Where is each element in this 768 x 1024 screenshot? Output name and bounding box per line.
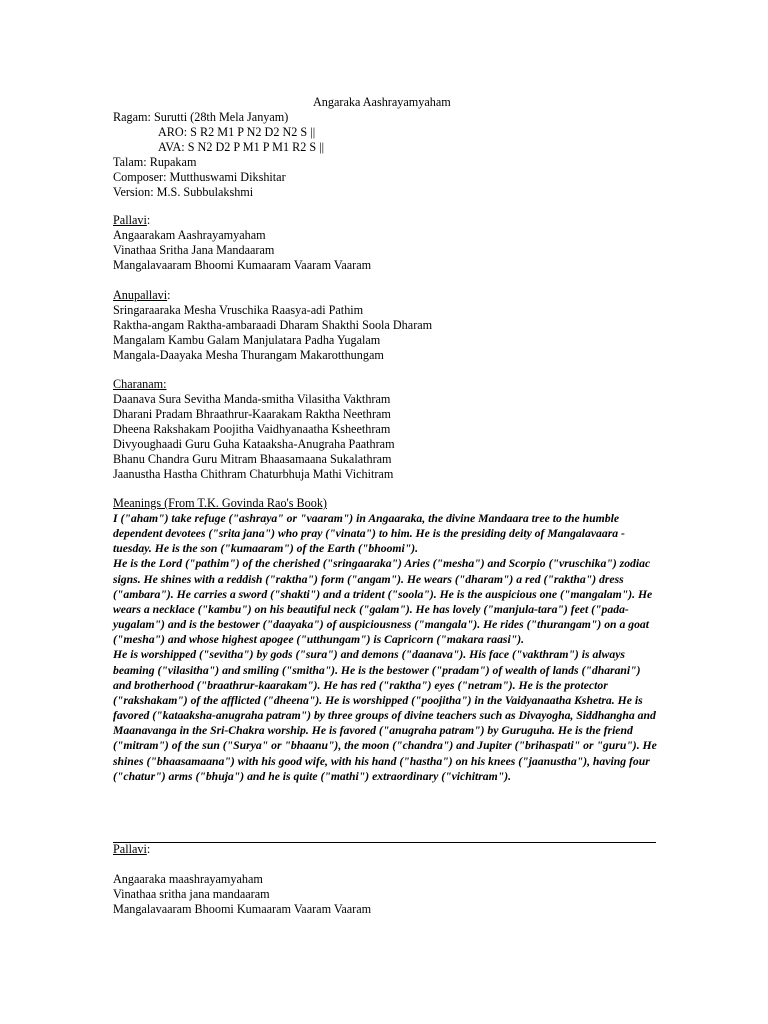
anupallavi-heading-text: Anupallavi bbox=[113, 288, 168, 302]
pallavi-line: Angaarakam Aashrayamyaham bbox=[113, 228, 266, 242]
pallavi-repeat-line: Vinathaa sritha jana mandaaram bbox=[113, 887, 270, 901]
charanam-line: Jaanustha Hastha Chithram Chaturbhuja Mathi Vichitram bbox=[113, 467, 394, 481]
talam-line: Talam: Rupakam bbox=[113, 155, 197, 169]
meanings-body bbox=[113, 511, 658, 784]
pallavi-repeat-line: Angaaraka maashrayamyaham bbox=[113, 872, 263, 886]
pallavi-heading-text: Pallavi bbox=[113, 213, 147, 227]
charanam-heading bbox=[113, 377, 166, 392]
document-title: Angaraka Aashrayamyaham bbox=[313, 95, 451, 109]
anupallavi-line: Mangala-Daayaka Mesha Thurangam Makarotthungam bbox=[113, 348, 384, 362]
meanings-paragraph: I ("aham") take refuge ("ashraya" or "vaaram") in Angaaraka, the divine Mandaara tree to the humble dependent devotees ("srita jana") who pray ("vinata") to him. He is the presiding deity of Mangalavaara - tuesday. He is the son ("kumaaram") of the Earth ("bhoomi"). bbox=[113, 512, 625, 556]
anupallavi-line: Sringaraaraka Mesha Vruschika Raasya-adi Pathim bbox=[113, 303, 364, 317]
charanam-line: Dheena Rakshakam Poojitha Vaidhyanaatha Ksheethram bbox=[113, 422, 391, 436]
arohanam-line: ARO: S R2 M1 P N2 D2 N2 S || bbox=[158, 125, 316, 139]
pallavi-repeat-heading: Pallavi: bbox=[113, 842, 151, 856]
anupallavi-heading: Anupallavi: bbox=[113, 288, 171, 302]
anupallavi-line: Raktha-angam Raktha-ambaraadi Dharam Shakthi Soola Dharam bbox=[113, 318, 433, 332]
charanam-line: Bhanu Chandra Guru Mitram Bhaasamaana Sukalathram bbox=[113, 452, 392, 466]
version-line: Version: M.S. Subbulakshmi bbox=[113, 185, 254, 199]
avarohanam-line: AVA: S N2 D2 P M1 P M1 R2 S || bbox=[158, 140, 325, 154]
pallavi-repeat-line: Mangalavaaram Bhoomi Kumaaram Vaaram Vaaram bbox=[113, 902, 372, 916]
pallavi-line: Mangalavaaram Bhoomi Kumaaram Vaaram Vaaram bbox=[113, 258, 372, 272]
charanam-heading-text: Charanam: bbox=[113, 377, 167, 391]
section-divider bbox=[113, 842, 656, 843]
meanings-paragraph: He is the Lord ("pathim") of the cherished ("sringaaraka") Aries ("mesha") and Scorpio ("vruschika") zodiac signs. He shines with a reddish ("raktha") form ("angam"). He wears ("dharam") a red ("raktha") dress ("ambara"). He carries a sword ("shakti") and a trident ("soola"). He is the auspicious one ("mangalam"). He wears a necklace ("kambu") on his beautiful neck ("galam"). He has lovely ("manjula-tara") feet ("pada-yugalam") and is the bestower ("daayaka") of auspiciousness ("mangala"). He rides ("thurangam") on a goat ("mesha") and whose highest apogee ("utthungam") is Capricorn ("makara raasi"). bbox=[113, 557, 653, 647]
meanings-paragraph: He is worshipped ("sevitha") by gods ("sura") and demons ("daanava"). His face ("vakthram") is always beaming ("vilasitha") and smiling ("smitha"). He is the bestower ("pradam") of wealth of lands ("dharani") and brotherhood ("braathrur-kaarakam"). He has red ("raktha") eyes ("netram"). He is the protector ("rakshakam") of the afflicted ("dheena"). He is worshipped ("poojitha") in the Vaidyanaatha Kshetra. He is favored ("kataaksha-anugraha patram") by three groups of divine teachers such as Divayogha, Siddhangha and Maanavanga in the Sri-Chakra worship. He is favored ("anugraha patram") by Guruguha. He is the friend ("mitram") of the sun ("Surya" or "bhaanu"), the moon ("chandra") and Jupiter ("brihaspati" or "guru"). He shines ("bhaasamaana") with his good wife, with his hand ("hastha") on his knees ("jaanustha"), having four ("chatur") arms ("bhuja") and he is quite ("mathi") extraordinary ("vichitram"). bbox=[113, 648, 657, 783]
ragam-line: Ragam: Surutti (28th Mela Janyam) bbox=[113, 110, 289, 124]
charanam-line: Dharani Pradam Bhraathrur-Kaarakam Raktha Neethram bbox=[113, 407, 391, 421]
pallavi-heading: Pallavi: bbox=[113, 213, 151, 227]
meanings-heading bbox=[113, 496, 327, 511]
pallavi-line: Vinathaa Sritha Jana Mandaaram bbox=[113, 243, 275, 257]
charanam-line: Daanava Sura Sevitha Manda-smitha Vilasitha Vakthram bbox=[113, 392, 391, 406]
meanings-heading-text: Meanings (From T.K. Govinda Rao's Book) bbox=[113, 496, 327, 510]
pallavi-repeat-heading-text: Pallavi bbox=[113, 842, 147, 856]
charanam-line: Divyoughaadi Guru Guha Kataaksha-Anugraha Paathram bbox=[113, 437, 395, 451]
composer-line: Composer: Mutthuswami Dikshitar bbox=[113, 170, 286, 184]
anupallavi-line: Mangalam Kambu Galam Manjulatara Padha Yugalam bbox=[113, 333, 381, 347]
